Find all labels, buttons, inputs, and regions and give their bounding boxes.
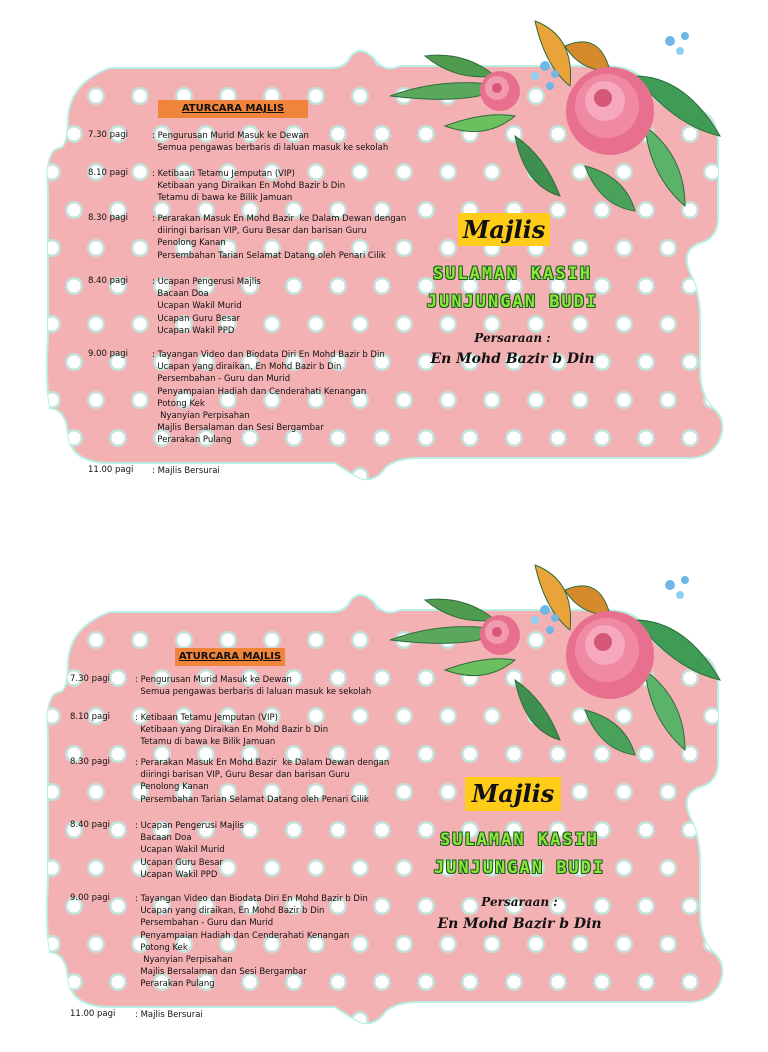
schedule-time: 8.10 pagi [70,712,110,722]
event-title: JUNJUNGAN BUDI [426,292,599,312]
schedule-activity: Ucapan yang diraikan, En Mohd Bazir b Din [135,906,325,917]
schedule-activity: : Perarakan Masuk En Mohd Bazir ke Dalam Dewan dengan [152,214,407,224]
schedule-activity: : Tayangan Video dan Biodata Diri En Mohd Bazir b Din [135,894,368,904]
schedule-time: 8.30 pagi [88,213,128,223]
schedule-activity: Ucapan Guru Besar [152,313,240,324]
schedule-activity: Perarakan Pulang [135,979,215,990]
schedule-activity: Ucapan yang diraikan, En Mohd Bazir b Din [152,362,342,373]
schedule-time: 8.10 pagi [88,168,128,178]
majlis-label: Majlis [465,777,561,811]
schedule-activity: Tetamu di bawa ke Bilik Jamuan [135,737,276,748]
schedule-activity: Nyanyian Perpisahan [135,955,233,966]
schedule-time: 11.00 pagi [70,1009,116,1019]
persaraan-label: Persaraan : [474,331,551,345]
majlis-label: Majlis [458,213,550,246]
schedule-activity: Ucapan Wakil PPD [135,869,218,880]
retiree-name: En Mohd Bazir b Din [437,916,602,932]
event-title: SULAMAN KASIH [439,830,600,850]
schedule-activity: Bacaan Doa [152,289,209,300]
rose-bouquet-icon [385,16,725,216]
schedule-activity: Semua pengawas berbaris di laluan masuk ke sekolah [135,687,372,698]
schedule-time: 8.30 pagi [70,757,110,767]
schedule-time: 9.00 pagi [88,349,128,359]
event-title: JUNJUNGAN BUDI [433,858,606,878]
schedule-activity: : Ketibaan Tetamu Jemputan (VIP) [152,169,295,179]
schedule-time: 8.40 pagi [70,820,110,830]
schedule-activity: : Tayangan Video dan Biodata Diri En Mohd Bazir b Din [152,350,385,360]
schedule-activity: Ucapan Wakil Murid [135,845,225,856]
invitation-card-2 [0,582,768,1052]
schedule-time: 9.00 pagi [70,893,110,903]
schedule-time: 7.30 pagi [88,130,128,140]
schedule-activity: Penolong Kanan [152,238,226,249]
persaraan-label: Persaraan : [481,895,558,909]
schedule-time: 7.30 pagi [70,674,110,684]
schedule-activity: diiringi barisan VIP, Guru Besar dan barisan Guru [152,226,367,237]
invitation-card-1 [0,38,768,508]
schedule-activity: Penyampaian Hadiah dan Cenderahati Kenangan [135,930,350,941]
schedule-activity: Perarakan Pulang [152,435,232,446]
schedule-activity: Persembahan Tarian Selamat Datang oleh Penari Cilik [152,250,386,261]
schedule-activity: Persembahan - Guru dan Murid [135,918,274,929]
schedule-activity: : Ucapan Pengerusi Majlis [152,277,261,287]
schedule-activity: Penolong Kanan [135,782,209,793]
schedule-activity: : Ketibaan Tetamu Jemputan (VIP) [135,713,278,723]
retiree-name: En Mohd Bazir b Din [430,351,595,367]
aturcara-header: ATURCARA MAJLIS [175,648,285,666]
schedule-activity: Ucapan Guru Besar [135,857,223,868]
schedule-activity: Majlis Bersalaman dan Sesi Bergambar [152,423,324,434]
schedule-activity: : Majlis Bersurai [135,1010,203,1020]
schedule-activity: Persembahan Tarian Selamat Datang oleh Penari Cilik [135,794,369,805]
schedule-activity: : Pengurusan Murid Masuk ke Dewan [152,131,309,141]
schedule-activity: Penyampaian Hadiah dan Cenderahati Kenangan [152,386,367,397]
schedule-activity: Ketibaan yang Diraikan En Mohd Bazir b Din [135,725,329,736]
schedule-activity: : Perarakan Masuk En Mohd Bazir ke Dalam Dewan dengan [135,758,390,768]
schedule-activity: : Majlis Bersurai [152,466,220,476]
schedule-activity: Semua pengawas berbaris di laluan masuk ke sekolah [152,143,389,154]
schedule-time: 8.40 pagi [88,276,128,286]
schedule-activity: Ucapan Wakil PPD [152,325,235,336]
schedule-activity: Persembahan - Guru dan Murid [152,374,291,385]
schedule-activity: diiringi barisan VIP, Guru Besar dan barisan Guru [135,770,350,781]
schedule-activity: : Pengurusan Murid Masuk ke Dewan [135,675,292,685]
schedule-activity: Bacaan Doa [135,833,192,844]
schedule-activity: Majlis Bersalaman dan Sesi Bergambar [135,967,307,978]
schedule-activity: : Ucapan Pengerusi Majlis [135,821,244,831]
rose-bouquet-icon [385,560,725,760]
schedule-activity: Ketibaan yang Diraikan En Mohd Bazir b Din [152,181,346,192]
schedule-activity: Tetamu di bawa ke Bilik Jamuan [152,193,293,204]
schedule-activity: Ucapan Wakil Murid [152,301,242,312]
schedule-activity: Potong Kek [152,398,205,409]
event-title: SULAMAN KASIH [432,264,593,284]
schedule-activity: Nyanyian Perpisahan [152,411,250,422]
schedule-activity: Potong Kek [135,942,188,953]
schedule-time: 11.00 pagi [88,465,134,475]
aturcara-header: ATURCARA MAJLIS [158,100,308,118]
